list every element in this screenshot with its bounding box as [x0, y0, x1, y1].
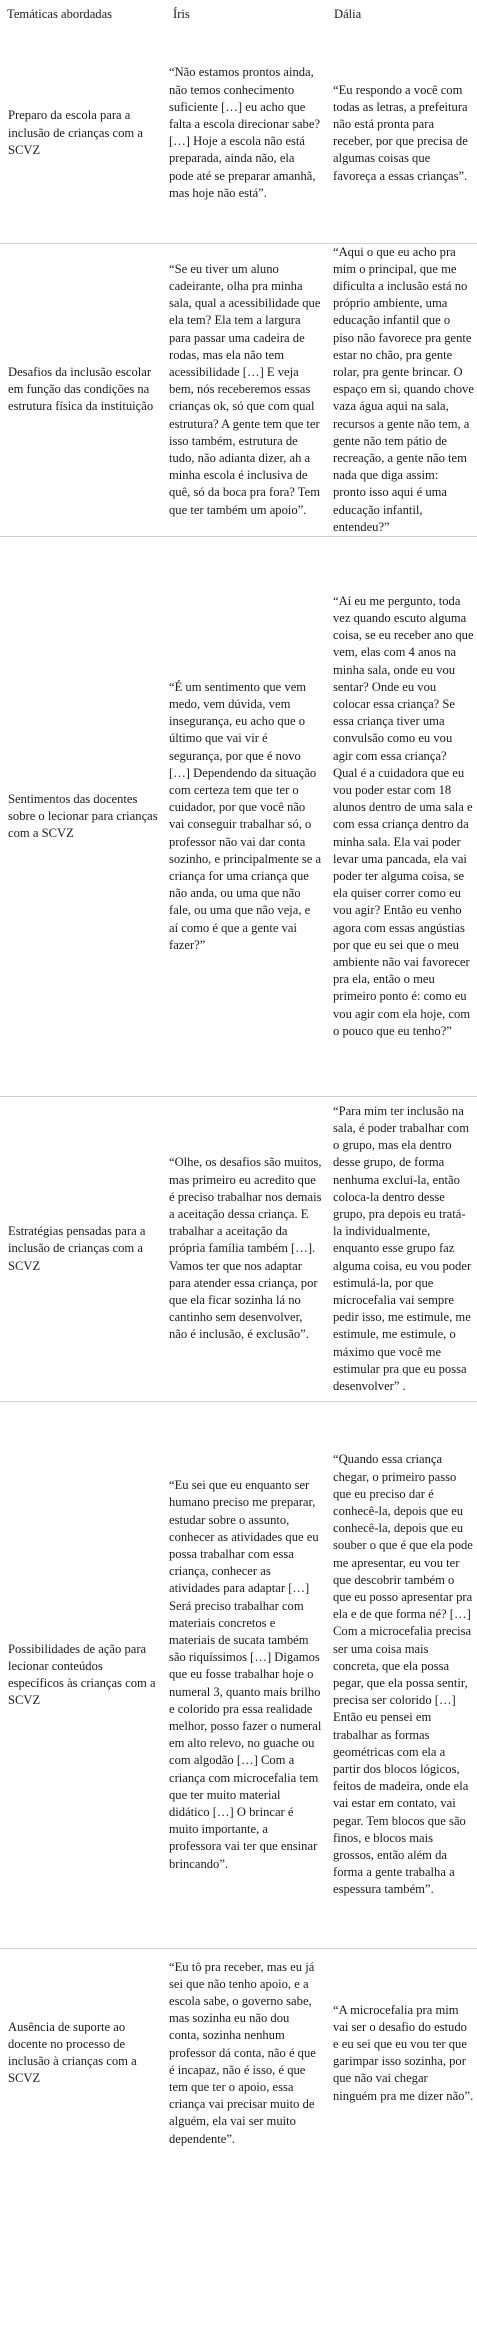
header-row: [0, 0, 477, 24]
table-header: [0, 0, 477, 24]
iris-quote-cell: “É um sentimento que vem medo, vem dúvida, vem insegurança, eu acho que o último que vai vir é segurança, por que é novo […] Dependendo da situação com certeza tem que ter o cuidador, por que você não vai conseguir trabalhar só, o professor não vai dar conta sozinho, e principalmente se a criança for uma criança que não anda, ou uma que não fale, ou uma que não veja, e aí como é que a gente vai fazer?”: [166, 536, 327, 1096]
table-row: [0, 1948, 477, 2157]
table-row: [0, 24, 477, 243]
iris-quote-cell: “Se eu tiver um aluno cadeirante, olha pra minha sala, qual a acessibilidade que ela tem? Ela tem a largura para passar uma cadeira de rodas, mas ela não tem acessibilidade […] E veja bem, nós receberemos essas crianças ok, só que com qual estrutura? A gente tem que ter isso também, estrutura de tudo, não adianta dizer, ah a minha escola é inclusiva de quê, só da boca pra fora? Tem que ter também um apoio”.: [166, 243, 327, 536]
header-topic: Temáticas abordadas: [7, 7, 113, 21]
iris-quote-cell: “Eu sei que eu enquanto ser humano preciso me preparar, estudar sobre o assunto, conhecer as atividades que eu possa trabalhar com essa criança, conhecer as atividades para adaptar […] Será preciso trabalhar com materiais concretos e materiais de sucata também são riquíssimos […] Digamos que eu fosse trabalhar hoje o numeral 3, quanto mais brilho e colorido pra essa realidade melhor, posso fazer o numeral em alto relevo, no guache ou com algodão […] Com a criança com microcefalia tem que ter muito material didático […] O brincar é muito importante, a professora vai ter que ensinar brincando”.: [166, 1401, 327, 1948]
topic-cell: Estratégias pensadas para a inclusão de crianças com a SCVZ: [0, 1096, 166, 1401]
topic-cell: Ausência de suporte ao docente no processo de inclusão à crianças com a SCVZ: [8, 2019, 137, 2086]
topic-cell: Possibilidades de ação para lecionar conteúdos específicos às crianças com a SCVZ: [0, 1401, 166, 1948]
iris-quote-cell: “Olhe, os desafios são muitos, mas primeiro eu acredito que é preciso trabalhar nos demais a aceitação dessa criança. E trabalhar a aceitação da própria família também […]. Vamos ter que nos adaptar para atender essa criança, por que ela ficar sozinha lá no cantinho sem desenvolver, não é inclusão, é exclusão”.: [166, 1096, 327, 1401]
table-row: [0, 536, 477, 1096]
dalia-quote-cell: “Quando essa criança chegar, o primeiro passo que eu preciso dar é conhecê-la, depois que eu conhecê-la, depois que eu souber o que é que ela pode me apresentar, eu vou ter que descobrir também o que eu posso apresentar pra ela e de que forma né? […] Com a microcefalia precisa ser uma coisa mais concreta, que ela possa pegar, que ela possa sentir, precisa ser colorido […] Então eu pensei em trabalhar as formas geométricas com ela a partir dos blocos lógicos, feitos de madeira, onde ela vai estar em contato, vai pegar. Tem blocos que são finos, e blocos mais grossos, então além da forma a gente trabalha a espessura também”.: [327, 1401, 477, 1948]
dalia-quote-cell: “Aqui o que eu acho pra mim o principal, que me dificulta a inclusão está no próprio ambiente, uma educação infantil que o piso não favorece pra gente estar no chão, pra gente rolar, pra gente brincar. O espaço em si, quando chove vaza água aqui na sala, recursos a gente não tem, a gente não tem pátio de recreação, a gente não tem nada que diga assim: pronto isso aqui é uma educação infantil, entendeu?”: [327, 243, 477, 536]
iris-quote-cell: “Eu tô pra receber, mas eu já sei que não tenho apoio, e a escola sabe, o governo sabe, mas sozinha eu não dou conta, sozinha nenhum professor dá conta, não é que é incapaz, não é isso, é que tem que ter o apoio, essa criança vai precisar muito de alguém, ela vai ser muito dependente”.: [169, 1959, 316, 2146]
dalia-quote-cell: “Para mim ter inclusão na sala, é poder trabalhar com o grupo, mas ela dentro desse grupo, de forma nenhuma exclui-la, então coloca-la dentro desse grupo, pra depois eu tratá-la individualmente, enquanto esse grupo faz alguma coisa, eu vou poder estimulá-la, por que microcefalia vai sempre pedir isso, me estimule, me estimule, me estimule, o máximo que você me estimular pra que eu possa desenvolver” .: [327, 1096, 477, 1401]
table-row: [0, 243, 477, 536]
header-iris: Íris: [173, 7, 190, 21]
header-dalia: Dália: [334, 7, 362, 21]
table-body: [0, 24, 477, 2157]
table-row: [0, 1401, 477, 1948]
dalia-quote-cell: “Eu respondo a você com todas as letras, a prefeitura não está pronta para receber, por que precisa de algumas coisas que favoreça a essas crianças”.: [327, 24, 477, 243]
iris-quote-cell: “Não estamos prontos ainda, não temos conhecimento suficiente […] eu acho que falta a escola direcionar sabe? […] Hoje a escola não está preparada, ainda não, ela pode até se preparar amanhã, mas hoje não está”.: [166, 24, 327, 243]
topic-cell: Preparo da escola para a inclusão de crianças com a SCVZ: [0, 24, 166, 243]
dalia-quote-cell: “Aí eu me pergunto, toda vez quando escuto alguma coisa, se eu receber ano que vem, elas com 4 anos na minha sala, onde eu vou sentar? Onde eu vou colocar essa criança? Se essa criança tiver uma convulsão como eu vou agir com essa criança? Qual é a cuidadora que eu vou poder estar com 18 alunos dentro de uma sala e com essa criança dentro da minha sala. Ela vai poder levar uma pancada, ela vai poder ter alguma coisa, se ela quiser correr como eu vou agir? Então eu venho agora com essas angústias por que eu sei que o meu ambiente não vai favorecer pra ela, então o meu primeiro ponto é: como eu vou agir com ela hoje, com o pouco que eu tenho?”: [327, 536, 477, 1096]
table-row: [0, 1096, 477, 1401]
dalia-quote-cell: “A microcefalia pra mim vai ser o desafio do estudo e eu sei que eu vou ter que garimpar isso sozinha, por que não vai chegar ninguém pra me dizer não”.: [333, 2002, 474, 2103]
topic-cell: Sentimentos das docentes sobre o lecionar para crianças com a SCVZ: [0, 536, 166, 1096]
topic-cell: Desafios da inclusão escolar em função das condições na estrutura física da instituição: [0, 243, 166, 536]
